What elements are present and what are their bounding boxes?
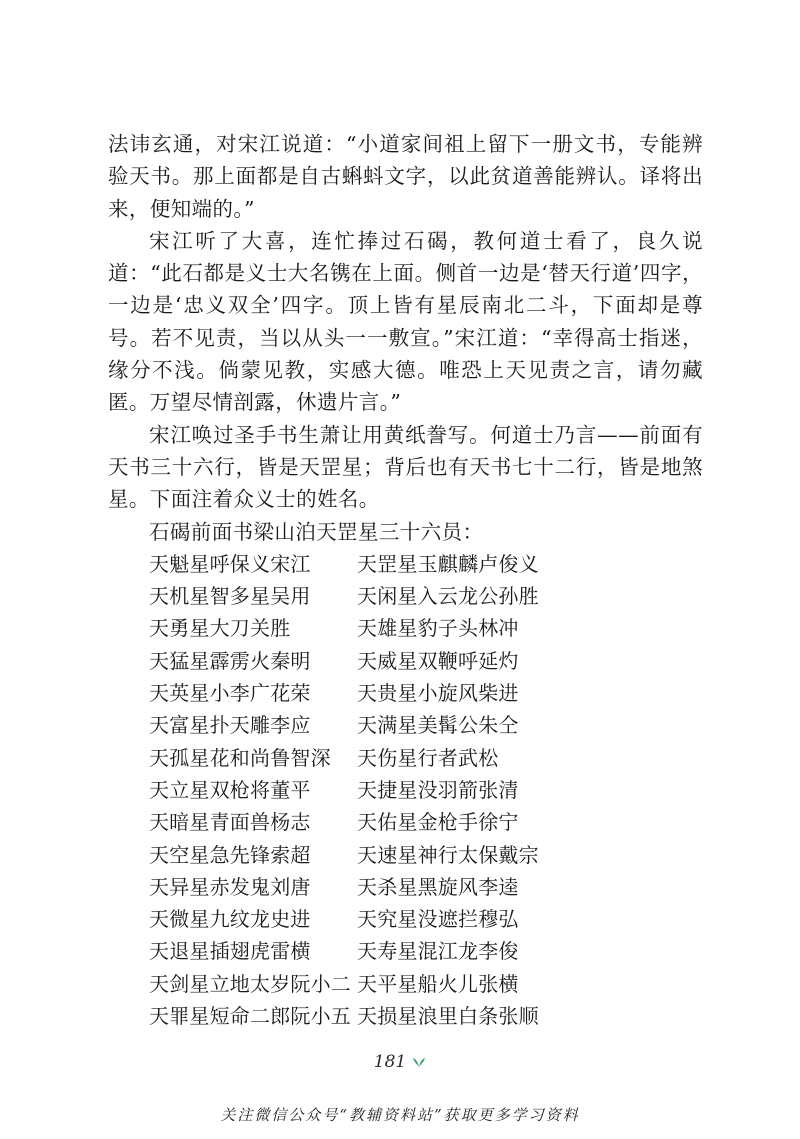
roster-entry: 天机星智多星吴用 <box>149 584 311 609</box>
footer-watermark: 关注微信公众号“教辅资料站”获取更多学习资料 <box>220 1106 580 1124</box>
roster-entry: 天立星双枪将董平 <box>149 777 311 802</box>
roster-entry: 天空星急先锋索超 <box>149 842 311 867</box>
roster-entry: 天佑星金枪手徐宁 <box>357 810 519 835</box>
roster-entry: 天雄星豹子头林冲 <box>357 616 519 641</box>
roster-entry: 天寿星混江龙李俊 <box>357 939 519 964</box>
roster-entry: 天魁星呼保义宋江 <box>149 551 311 576</box>
roster-entry: 天威星双鞭呼延灼 <box>357 648 519 673</box>
roster-entry: 天杀星黑旋风李逵 <box>357 874 519 899</box>
roster-entry: 天满星美髯公朱仝 <box>357 713 519 738</box>
roster-entry: 天平星船火儿张横 <box>357 971 519 996</box>
roster-entry: 天退星插翅虎雷横 <box>149 939 311 964</box>
roster-entry: 天伤星行者武松 <box>357 745 499 770</box>
list-heading: 石碣前面书梁山泊天罡星三十六员： <box>149 519 484 544</box>
roster-entry: 天富星扑天雕李应 <box>149 713 311 738</box>
paragraph: 宋江唤过圣手书生萧让用黄纸誊写。何道士乃言——前面有天书三十六行，皆是天罡星；背后也有天书七十二行，皆是地煞星。下面注着众义士的姓名。 <box>108 422 703 512</box>
page-number-row <box>0 1052 800 1073</box>
leaf-icon <box>412 1053 426 1073</box>
roster-entry: 天贵星小旋风柴进 <box>357 681 519 706</box>
page-number: 181 <box>373 1052 407 1072</box>
roster-entry: 天罪星短命二郎阮小五 <box>149 1004 351 1029</box>
roster-entry: 天孤星花和尚鲁智深 <box>149 745 331 770</box>
roster-entry: 天英星小李广花荣 <box>149 681 311 706</box>
roster-entry: 天暗星青面兽杨志 <box>149 810 311 835</box>
star-roster <box>149 548 703 1032</box>
paragraph-continued: 法讳玄通，对宋江说道：“小道家间祖上留下一册文书，专能辨验天书。那上面都是自古蝌蚪文字，以此贫道善能辨认。译将出来，便知端的。” <box>108 132 703 221</box>
roster-entry: 天捷星没羽箭张清 <box>357 777 519 802</box>
roster-entry: 天损星浪里白条张顺 <box>357 1004 539 1029</box>
roster-entry: 天究星没遮拦穆弘 <box>357 907 519 932</box>
paragraph: 宋江听了大喜，连忙捧过石碣，教何道士看了，良久说道：“此石都是义士大名镌在上面。侧首一边是‘替天行道’四字，一边是‘忠义双全’四字。顶上皆有星辰南北二斗，下面却是尊号。若不见责，当以从头一一敷宣。”宋江道：“幸得高士指迷，缘分不浅。倘蒙见教，实感大德。唯恐上天见责之言，请勿藏匿。万望尽情剖露，休遗片言。” <box>108 228 703 415</box>
roster-entry: 天微星九纹龙史进 <box>149 907 311 932</box>
roster-entry: 天剑星立地太岁阮小二 <box>149 971 351 996</box>
roster-entry: 天闲星入云龙公孙胜 <box>357 584 539 609</box>
roster-entry: 天罡星玉麒麟卢俊义 <box>357 551 539 576</box>
roster-entry: 天猛星霹雳火秦明 <box>149 648 311 673</box>
roster-entry: 天异星赤发鬼刘唐 <box>149 874 311 899</box>
body-text <box>108 128 703 1032</box>
roster-entry: 天勇星大刀关胜 <box>149 616 291 641</box>
roster-entry: 天速星神行太保戴宗 <box>357 842 539 867</box>
